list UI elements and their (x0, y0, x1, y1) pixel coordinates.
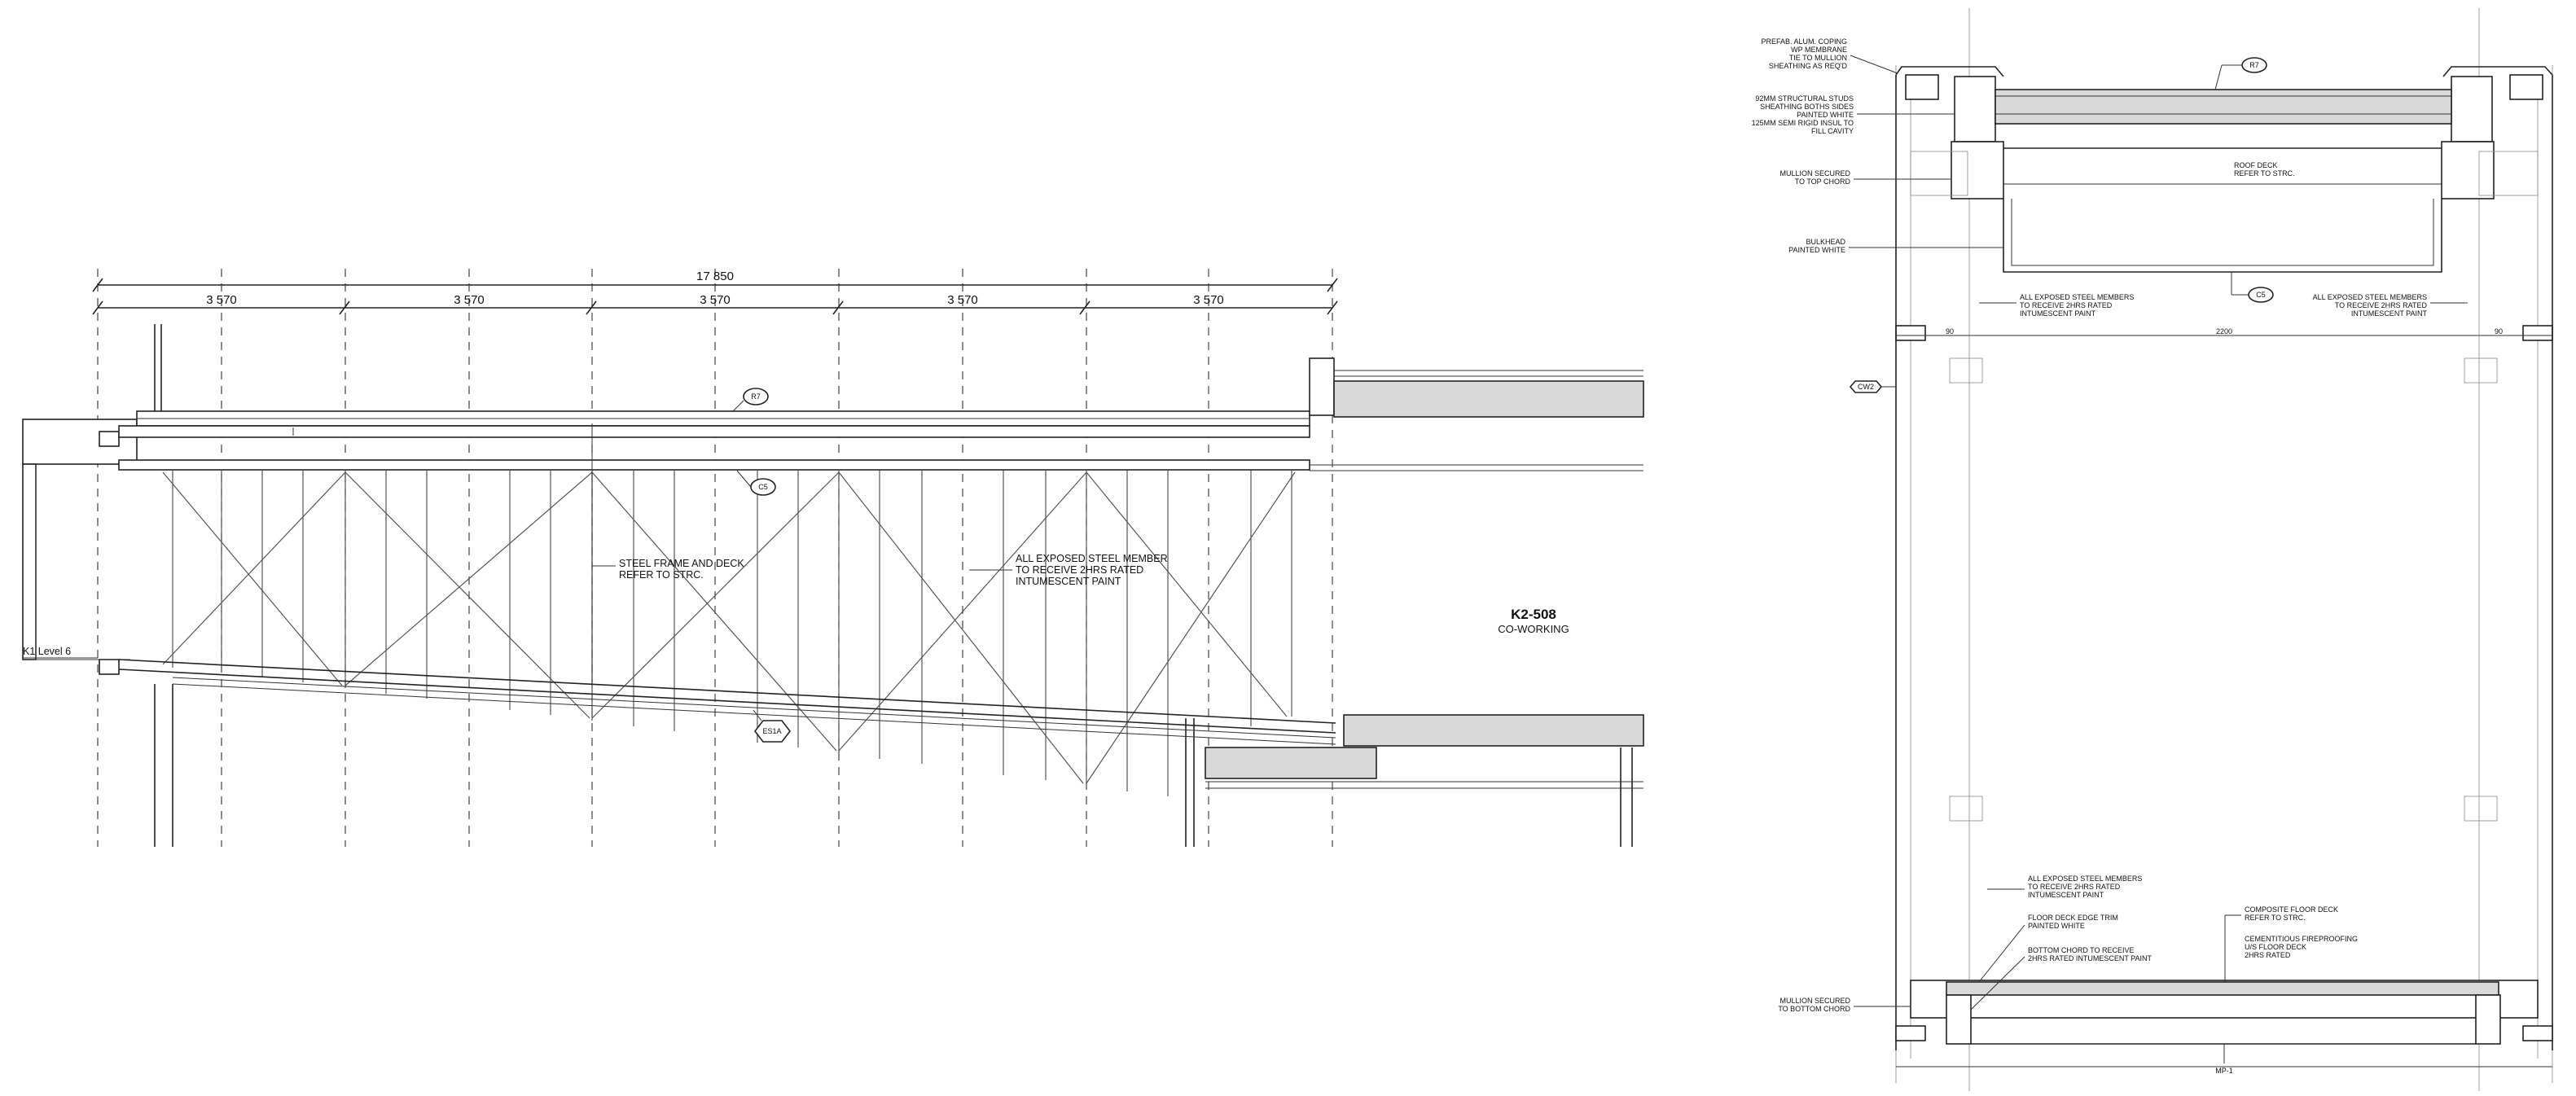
svg-text:125MM SEMI RIGID INSUL TO: 125MM SEMI RIGID INSUL TO (1751, 119, 1854, 127)
svg-text:C5: C5 (758, 483, 768, 491)
bridge-section-view (23, 269, 1643, 847)
note-exposed-right (2313, 293, 2468, 318)
svg-text:ALL EXPOSED STEEL MEMBER: ALL EXPOSED STEEL MEMBER (1016, 553, 1168, 564)
dim-right: 90 (2494, 327, 2504, 335)
svg-text:MP-1: MP-1 (2215, 1067, 2233, 1075)
overall-dimension-label: 17 850 (696, 270, 734, 283)
bay-dimension-line (93, 293, 1337, 314)
tag-floor-mp1 (2215, 1044, 2233, 1075)
svg-text:COMPOSITE FLOOR DECK: COMPOSITE FLOOR DECK (2245, 905, 2339, 914)
svg-text:SHEATHING BOTHS SIDES: SHEATHING BOTHS SIDES (1760, 103, 1854, 111)
svg-text:ALL EXPOSED STEEL MEMBERS: ALL EXPOSED STEEL MEMBERS (2028, 875, 2143, 883)
svg-text:CW2: CW2 (1858, 383, 1874, 391)
top-chord (119, 460, 1643, 471)
svg-text:INTUMESCENT PAINT: INTUMESCENT PAINT (2028, 891, 2104, 899)
svg-text:MULLION SECURED: MULLION SECURED (1780, 169, 1850, 178)
svg-text:PAINTED WHITE: PAINTED WHITE (1797, 111, 1854, 119)
note-steel-frame (592, 558, 744, 581)
svg-text:MULLION SECURED: MULLION SECURED (1780, 997, 1850, 1005)
room-number: K2-508 (1511, 607, 1556, 622)
svg-text:TO TOP CHORD: TO TOP CHORD (1794, 178, 1850, 186)
svg-text:REFER TO STRC.: REFER TO STRC. (619, 569, 704, 581)
bulkhead (2003, 199, 2442, 272)
note-coping (1761, 37, 1898, 73)
svg-text:ROOF DECK: ROOF DECK (2234, 161, 2278, 169)
tag-roof-r7-detail (2215, 58, 2267, 90)
note-exposed-steel (969, 553, 1168, 587)
roof-coping (1896, 67, 2552, 142)
svg-text:C5: C5 (2256, 291, 2266, 299)
bay-dimension-1: 3 570 (206, 293, 237, 307)
svg-text:2HRS RATED: 2HRS RATED (2245, 951, 2291, 959)
svg-text:PAINTED WHITE: PAINTED WHITE (2028, 922, 2085, 930)
note-mullion-top (1780, 169, 1951, 186)
top-chord-detail (1911, 142, 2538, 199)
svg-text:ES1A: ES1A (762, 727, 782, 735)
tag-ceiling-c5 (737, 471, 775, 495)
svg-text:SHEATHING AS REQ'D: SHEATHING AS REQ'D (1768, 62, 1847, 70)
wall-posts (1896, 75, 2552, 1050)
room-name: CO-WORKING (1498, 623, 1569, 635)
dim-middle: 2200 (2215, 327, 2233, 335)
roof-deck (119, 411, 1310, 437)
note-mullion-bottom (1778, 997, 1911, 1013)
note-exposed-left (1979, 293, 2134, 318)
svg-text:R7: R7 (751, 392, 761, 401)
bay-dimension-5: 3 570 (1193, 293, 1224, 307)
truss-x-bracing (163, 472, 1295, 783)
bay-dimension-2: 3 570 (454, 293, 485, 307)
svg-text:TO RECEIVE 2HRS RATED: TO RECEIVE 2HRS RATED (2020, 301, 2113, 309)
svg-text:INTUMESCENT PAINT: INTUMESCENT PAINT (2020, 309, 2096, 318)
svg-text:TO RECEIVE 2HRS RATED: TO RECEIVE 2HRS RATED (2334, 301, 2427, 309)
level-marker (23, 646, 98, 658)
svg-text:INTUMESCENT PAINT: INTUMESCENT PAINT (1016, 576, 1121, 587)
svg-text:REFER TO STRC.: REFER TO STRC. (2234, 169, 2295, 178)
svg-text:ALL EXPOSED STEEL MEMBERS: ALL EXPOSED STEEL MEMBERS (2312, 293, 2427, 301)
note-exposed-bottom (1987, 875, 2142, 899)
svg-text:INTUMESCENT PAINT: INTUMESCENT PAINT (2350, 309, 2427, 318)
bay-dimension-4: 3 570 (947, 293, 978, 307)
tag-ceiling-c5-detail (2232, 272, 2273, 302)
svg-text:92MM STRUCTURAL STUDS: 92MM STRUCTURAL STUDS (1755, 94, 1854, 103)
svg-text:WP MEMBRANE: WP MEMBRANE (1791, 46, 1847, 54)
dim-left: 90 (1945, 327, 1955, 335)
tag-roof-r7 (733, 388, 768, 411)
svg-text:TO RECEIVE 2HRS RATED: TO RECEIVE 2HRS RATED (2028, 883, 2121, 891)
level-label: K1 Level 6 (23, 646, 72, 657)
svg-text:STEEL FRAME AND DECK: STEEL FRAME AND DECK (619, 558, 744, 569)
svg-text:ALL EXPOSED STEEL MEMBERS: ALL EXPOSED STEEL MEMBERS (2020, 293, 2135, 301)
svg-text:FILL CAVITY: FILL CAVITY (1810, 127, 1854, 135)
svg-text:U/S FLOOR DECK: U/S FLOOR DECK (2245, 943, 2307, 951)
svg-text:FLOOR DECK EDGE TRIM: FLOOR DECK EDGE TRIM (2028, 914, 2118, 922)
svg-text:TO BOTTOM CHORD: TO BOTTOM CHORD (1778, 1005, 1850, 1013)
width-dimension (1896, 327, 2552, 335)
svg-text:TO RECEIVE 2HRS RATED: TO RECEIVE 2HRS RATED (1016, 564, 1144, 576)
svg-text:PREFAB. ALUM. COPING: PREFAB. ALUM. COPING (1761, 37, 1847, 46)
svg-text:CEMENTITIOUS FIREPROOFING: CEMENTITIOUS FIREPROOFING (2245, 935, 2359, 943)
tag-wall-cw2 (1850, 381, 1896, 392)
room-tag (1498, 607, 1569, 635)
svg-text:TIE TO MULLION: TIE TO MULLION (1788, 54, 1847, 62)
svg-text:BULKHEAD: BULKHEAD (1806, 238, 1845, 246)
truss-verticals (173, 470, 1292, 796)
bay-dimension-3: 3 570 (700, 293, 731, 307)
svg-text:BOTTOM CHORD TO RECEIVE: BOTTOM CHORD TO RECEIVE (2028, 946, 2135, 954)
note-studs (1752, 94, 1955, 135)
svg-text:2HRS RATED INTUMESCENT PAINT: 2HRS RATED INTUMESCENT PAINT (2028, 954, 2153, 962)
svg-text:PAINTED WHITE: PAINTED WHITE (1788, 246, 1845, 254)
note-roof-deck (2234, 161, 2295, 178)
svg-text:R7: R7 (2249, 61, 2259, 69)
bridge-cross-section-view (1752, 8, 2552, 1091)
note-fireproofing (2245, 935, 2358, 959)
svg-text:REFER TO STRC.: REFER TO STRC. (2245, 914, 2306, 922)
